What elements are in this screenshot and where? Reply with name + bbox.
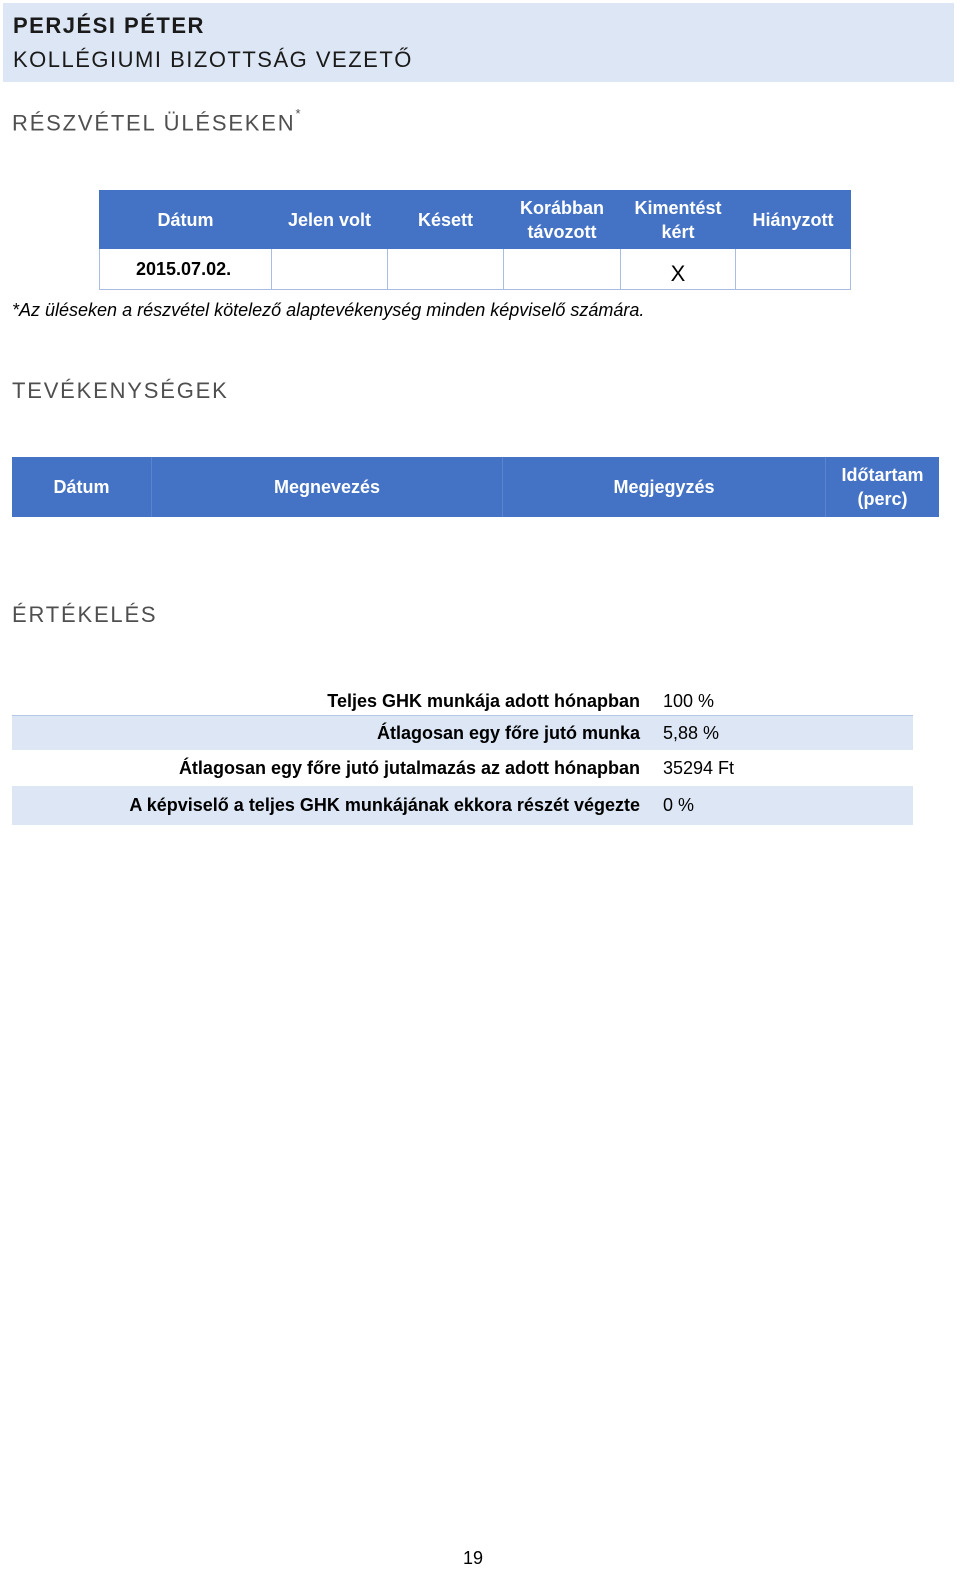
col-header-datum: Dátum: [100, 191, 272, 249]
attendance-row: [100, 249, 851, 290]
evaluation-row: [12, 688, 913, 716]
attendance-title-text: RÉSZVÉTEL ÜLÉSEKEN: [12, 110, 296, 136]
activities-table: [12, 457, 939, 517]
representative-role: KOLLÉGIUMI BIZOTTSÁG VEZETŐ: [13, 47, 413, 72]
col-header-idotartam: [826, 457, 940, 517]
activities-section-title: TEVÉKENYSÉGEK: [12, 378, 229, 403]
evaluation-label: Átlagosan egy főre jutó jutalmazás az adott hónapban: [178, 757, 640, 778]
evaluation-label: Teljes GHK munkája adott hónapban: [327, 691, 640, 711]
evaluation-value: 5,88 %: [663, 722, 720, 743]
attendance-korabban-tavozott: [504, 249, 621, 290]
evaluation-row: [12, 716, 913, 750]
attendance-kimentest-kert: X: [621, 249, 736, 290]
attendance-date: 2015.07.02.: [100, 249, 272, 290]
evaluation-section-title: ÉRTÉKELÉS: [12, 602, 158, 627]
attendance-header-row: [100, 191, 851, 249]
activities-header-row: [12, 457, 939, 517]
attendance-section-title: [12, 106, 303, 136]
evaluation-value: 0 %: [663, 795, 695, 815]
attendance-hianyzott: [736, 249, 851, 290]
col-header-korabban-tavozott: [504, 191, 621, 249]
col-header-kesett: Késett: [388, 191, 504, 249]
page-number: 19: [463, 1548, 484, 1568]
evaluation-value: 35294 Ft: [663, 757, 735, 778]
evaluation-row: [12, 786, 913, 825]
attendance-kesett: [388, 249, 504, 290]
evaluation-label: Átlagosan egy főre jutó munka: [376, 722, 640, 743]
col-header-idotartam-text: Időtartam (perc): [841, 465, 924, 509]
representative-name: PERJÉSI PÉTER: [13, 13, 205, 38]
col-header-jelen-volt: Jelen volt: [272, 191, 388, 249]
col-header-korabban-tavozott-text: Korábban távozott: [519, 197, 604, 242]
attendance-jelen-volt: [272, 249, 388, 290]
attendance-table: [99, 190, 851, 290]
attendance-title-marker: *: [295, 106, 303, 121]
col-header-hianyzott: Hiányzott: [736, 191, 851, 249]
col-header-act-datum: Dátum: [12, 457, 152, 517]
col-header-megnevezes: Megnevezés: [152, 457, 503, 517]
col-header-kimentest-kert: [621, 191, 736, 249]
col-header-kimentest-kert-text: Kimentést kért: [634, 197, 722, 242]
evaluation-label: A képviselő a teljes GHK munkájának ekkora részét végezte: [129, 795, 640, 815]
evaluation-table: [12, 688, 913, 825]
evaluation-value: 100 %: [663, 691, 715, 711]
attendance-footnote: *Az üléseken a részvétel kötelező alaptevékenység minden képviselő számára.: [12, 300, 645, 320]
header-banner: [3, 3, 954, 82]
evaluation-row: [12, 750, 913, 786]
col-header-megjegyzes: Megjegyzés: [503, 457, 826, 517]
